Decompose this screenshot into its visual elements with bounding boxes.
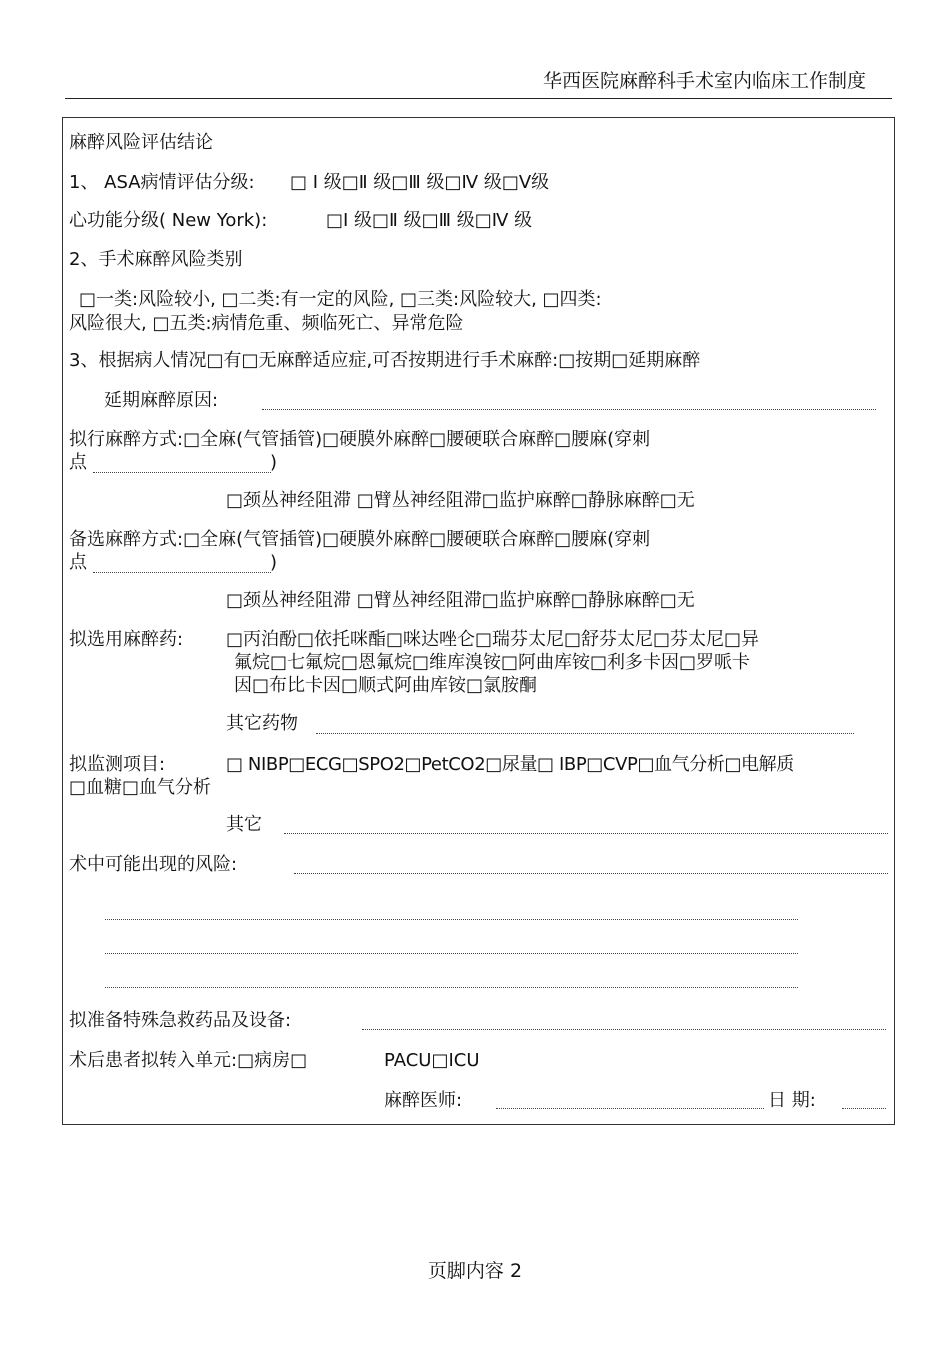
other-drugs-field[interactable] xyxy=(316,733,854,734)
asa-label: 1、 ASA病情评估分级: xyxy=(69,172,255,193)
alternate-method-point-suffix: ) xyxy=(270,552,278,573)
delay-reason-label: 延期麻醉原因: xyxy=(104,390,219,411)
anesthesiologist-label: 麻醉医师: xyxy=(384,1090,463,1111)
monitoring-options-line1[interactable]: □ NIBP□ECG□SPO2□PetCO2□尿量□ IBP□CVP□血气分析□电解质 xyxy=(226,754,794,775)
cardiac-grade-checkboxes[interactable]: □Ⅰ 级□Ⅱ 级□Ⅲ 级□Ⅳ 级 xyxy=(326,210,533,231)
page-header-title: 华西医院麻醉科手术室内临床工作制度 xyxy=(542,70,866,92)
section-title: 麻醉风险评估结论 xyxy=(69,132,213,153)
monitoring-options-line2[interactable]: □血糖□血气分析 xyxy=(69,777,212,798)
planned-method-line3[interactable]: □颈丛神经阻滞 □臂丛神经阻滞□监护麻醉□静脉麻醉□无 xyxy=(226,490,695,511)
date-label: 日 期: xyxy=(768,1090,816,1111)
risk-category-options-line1[interactable]: □一类:风险较小, □二类:有一定的风险, □三类:风险较大, □四类: xyxy=(79,289,602,310)
planned-method-puncture-point-field[interactable] xyxy=(93,472,271,473)
planned-method-point-suffix: ) xyxy=(270,452,278,473)
alternate-method-puncture-point-field[interactable] xyxy=(93,572,271,573)
transfer-label[interactable]: 术后患者拟转入单元:□病房□ xyxy=(69,1050,308,1071)
header-divider xyxy=(65,98,892,99)
emergency-equipment-field[interactable] xyxy=(362,1029,886,1030)
transfer-options[interactable]: PACU□ICU xyxy=(384,1050,480,1071)
intraop-risks-field-3[interactable] xyxy=(105,953,798,954)
intraop-risks-label: 术中可能出现的风险: xyxy=(69,854,238,875)
anesthesiologist-signature-field[interactable] xyxy=(496,1108,764,1109)
alternate-method-line1[interactable]: 备选麻醉方式:□全麻(气管插管)□硬膜外麻醉□腰硬联合麻醉□腰麻(穿刺 xyxy=(69,529,651,550)
intraop-risks-field-4[interactable] xyxy=(105,987,798,988)
intraop-risks-field-1[interactable] xyxy=(294,873,888,874)
delay-reason-field[interactable] xyxy=(262,409,876,410)
drugs-options-line3[interactable]: 因□布比卡因□顺式阿曲库铵□氯胺酮 xyxy=(234,675,538,696)
page-footer: 页脚内容 2 xyxy=(427,1260,523,1282)
cardiac-function-label: 心功能分级( New York): xyxy=(69,210,268,231)
monitoring-label: 拟监测项目: xyxy=(69,754,166,775)
risk-category-options-line2[interactable]: 风险很大, □五类:病情危重、频临死亡、异常危险 xyxy=(69,313,464,334)
indication-options[interactable]: 3、根据病人情况□有□无麻醉适应症,可否按期进行手术麻醉:□按期□延期麻醉 xyxy=(69,350,701,371)
date-field[interactable] xyxy=(842,1108,886,1109)
drugs-options-line1[interactable]: □丙泊酚□依托咪酯□咪达唑仑□瑞芬太尼□舒芬太尼□芬太尼□异 xyxy=(226,629,760,650)
alternate-method-point-prefix: 点 xyxy=(69,552,87,573)
planned-method-line1[interactable]: 拟行麻醉方式:□全麻(气管插管)□硬膜外麻醉□腰硬联合麻醉□腰麻(穿刺 xyxy=(69,429,651,450)
monitoring-other-field[interactable] xyxy=(284,833,888,834)
planned-method-point-prefix: 点 xyxy=(69,452,87,473)
alternate-method-line3[interactable]: □颈丛神经阻滞 □臂丛神经阻滞□监护麻醉□静脉麻醉□无 xyxy=(226,590,695,611)
monitoring-other-label: 其它 xyxy=(226,814,262,835)
drugs-label: 拟选用麻醉药: xyxy=(69,629,184,650)
drugs-options-line2[interactable]: 氟烷□七氟烷□恩氟烷□维库溴铵□阿曲库铵□利多卡因□罗哌卡 xyxy=(234,652,751,673)
intraop-risks-field-2[interactable] xyxy=(105,919,798,920)
risk-category-label: 2、手术麻醉风险类别 xyxy=(69,249,243,270)
asa-grade-checkboxes[interactable]: □ Ⅰ 级□Ⅱ 级□Ⅲ 级□Ⅳ 级□Ⅴ级 xyxy=(290,172,550,193)
emergency-equipment-label: 拟准备特殊急救药品及设备: xyxy=(69,1010,292,1031)
other-drugs-label: 其它药物 xyxy=(226,713,298,734)
